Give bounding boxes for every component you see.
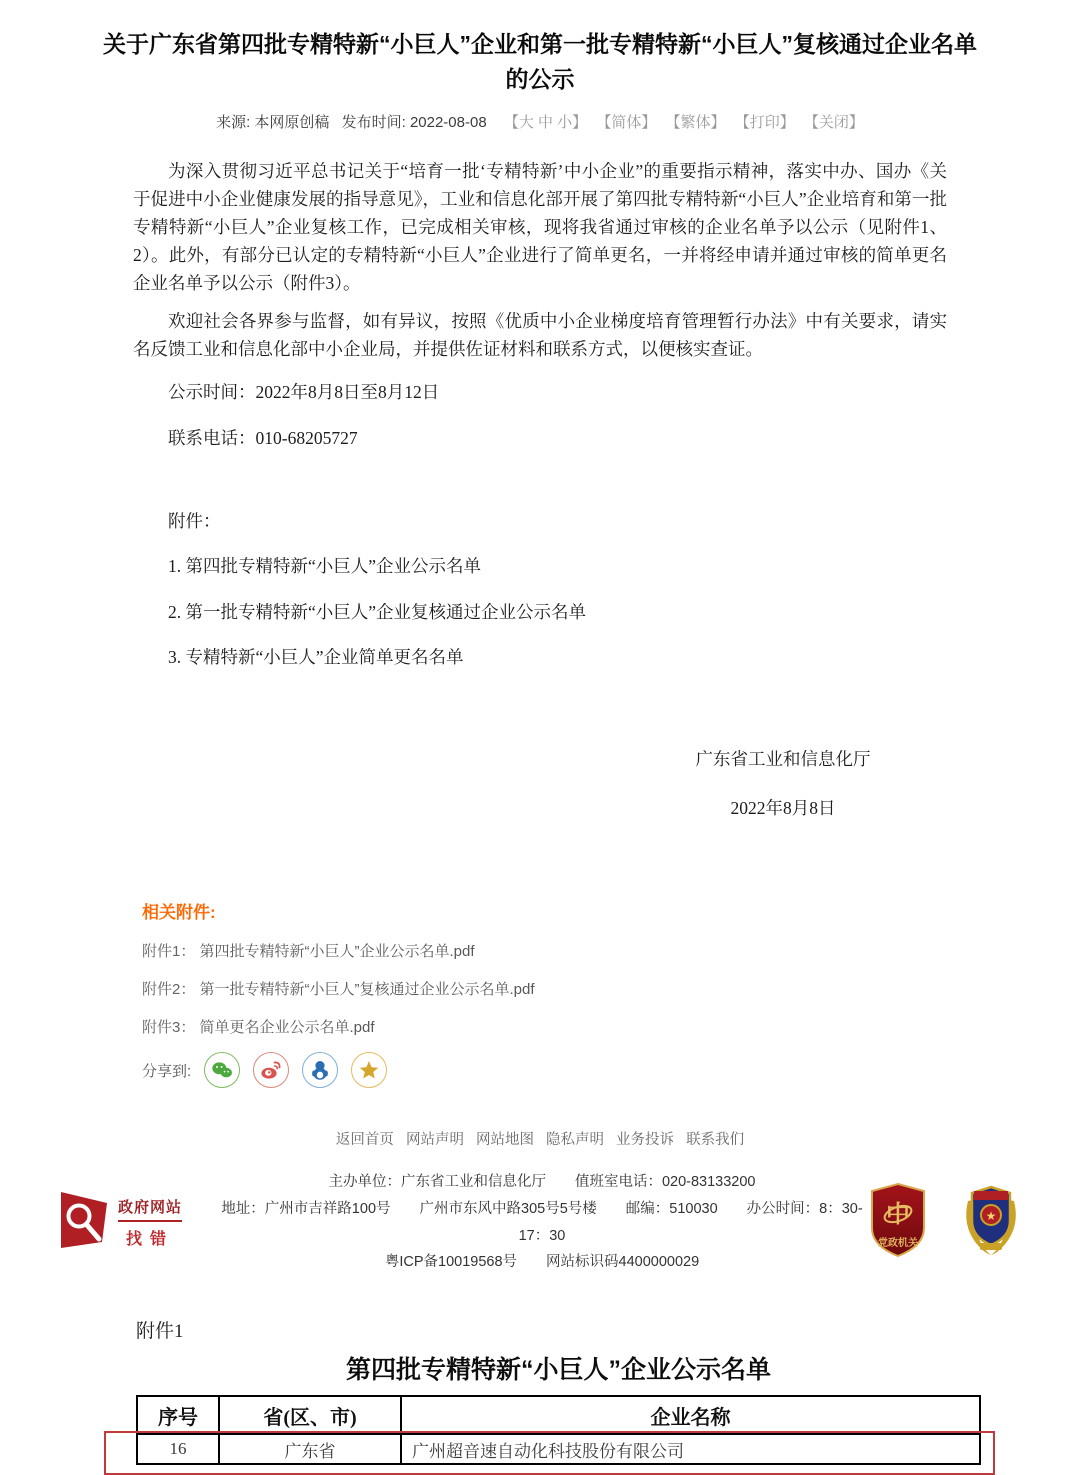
header-company-name: 企业名称 — [401, 1396, 980, 1434]
related-file-link-1[interactable]: 第四批专精特新“小巨人”企业公示名单.pdf — [199, 943, 475, 960]
print-button[interactable]: 【打印】 — [734, 114, 795, 131]
footer-nav — [0, 1128, 1080, 1149]
signature-block — [633, 745, 933, 822]
related-file-label: 附件1： — [142, 943, 196, 960]
magnifier-flag-icon — [58, 1190, 110, 1255]
attachments-label: 附件： — [168, 510, 221, 531]
header-province: 省(区、市) — [219, 1396, 401, 1434]
paragraph-2: 欢迎社会各界参与监督，如有异议，按照《优质中小企业梯度培育管理暂行办法》中有关要求，请实名反馈工业和信息化部中小企业局，并提供佐证材料和联系方式，以便核实查证。 — [133, 311, 947, 359]
close-button[interactable]: 【关闭】 — [803, 114, 864, 131]
related-file-link-2[interactable]: 第一批专精特新“小巨人”复核通过企业公示名单.pdf — [199, 981, 535, 998]
related-file-label: 附件2： — [142, 981, 196, 998]
meta-row — [0, 111, 1080, 132]
table-header-row — [137, 1396, 980, 1434]
footer-link-sitemap[interactable]: 网站地图 — [475, 1132, 534, 1148]
share-qq-button[interactable] — [302, 1052, 338, 1088]
source-value: 本网原创稿 — [254, 114, 330, 131]
related-attachments-heading: 相关附件: — [142, 903, 216, 922]
footer-link-contact[interactable]: 联系我们 — [686, 1132, 745, 1148]
weibo-icon — [259, 1058, 283, 1082]
footer-link-home[interactable]: 返回首页 — [335, 1132, 394, 1148]
footer-icp-line: 粤ICP备10019568号 网站标识码4400000029 — [384, 1254, 700, 1271]
footer-main — [0, 1169, 1080, 1276]
site-footer — [0, 1128, 1080, 1276]
cell-province: 广东省 — [219, 1434, 401, 1464]
police-emblem-badge[interactable] — [960, 1181, 1022, 1264]
share-weibo-button[interactable] — [253, 1052, 289, 1088]
article-body — [133, 157, 947, 822]
wechat-icon — [210, 1058, 234, 1082]
error-badge-line2: 找错 — [126, 1231, 175, 1249]
table-row — [137, 1434, 980, 1464]
issue-date: 2022年8月8日 — [730, 798, 836, 818]
share-qzone-button[interactable] — [351, 1052, 387, 1088]
pubdate-label: 发布时间: — [341, 114, 406, 131]
contact-phone: 联系电话：010-68205727 — [168, 427, 358, 448]
svg-text:中: 中 — [886, 1201, 910, 1229]
gov-badges — [868, 1181, 1022, 1264]
svg-text:党政机关: 党政机关 — [878, 1238, 918, 1250]
attachment-item-1: 1. 第四批专精特新“小巨人”企业公示名单 — [168, 556, 482, 576]
footer-link-statement[interactable]: 网站声明 — [405, 1132, 464, 1148]
related-file-row — [142, 940, 1080, 961]
share-wechat-button[interactable] — [204, 1052, 240, 1088]
paragraph-1: 为深入贯彻习近平总书记关于“培育一批‘专精特新’中小企业”的重要指示精神，落实中办、国办《关于促进中小企业健康发展的指导意见》，工业和信息化部开展了第四批专精特新“小巨人”企业培育和第一批专精特新“小巨人”企业复核工作，已完成相关审核，现将我省通过审核的企业名单予以公示（见附件1、2）。此外，有部分已认定的专精特新“小巨人”企业进行了简单更名，一并将经申请并通过审核的简单更名企业名单予以公示（附件3）。 — [133, 161, 947, 293]
error-badge-line1: 政府网站 — [118, 1196, 182, 1222]
attachment1-preview — [136, 1316, 981, 1465]
pubdate-value: 2022-08-08 — [409, 114, 487, 131]
related-file-row — [142, 1016, 1080, 1037]
attachment1-label: 附件1 — [136, 1321, 184, 1343]
attachment1-table-title: 第四批专精特新“小巨人”企业公示名单 — [345, 1356, 771, 1385]
footer-address-line: 地址：广州市吉祥路100号 广州市东风中路305号5号楼 邮编：510030 办公时间：8：30-17：30 — [221, 1200, 863, 1244]
svg-text:★: ★ — [985, 1209, 997, 1224]
footer-info — [216, 1169, 868, 1276]
publicity-time: 公示时间：2022年8月8日至8月12日 — [168, 382, 440, 402]
party-gov-organ-badge[interactable] — [868, 1182, 928, 1263]
site-error-report-badge[interactable] — [58, 1190, 216, 1255]
attachment-item-2: 2. 第一批专精特新“小巨人”企业复核通过企业公示名单 — [168, 601, 587, 622]
related-file-link-3[interactable]: 简单更名企业公示名单.pdf — [199, 1019, 375, 1036]
font-size-control[interactable]: 【大 中 小】 — [503, 114, 588, 131]
traditional-button[interactable]: 【繁体】 — [665, 114, 726, 131]
share-label: 分享到: — [142, 1062, 192, 1080]
cell-serial-number: 16 — [137, 1434, 219, 1464]
error-badge-text — [118, 1196, 182, 1249]
attachment1-table-wrap — [136, 1395, 981, 1465]
footer-link-complaint[interactable]: 业务投诉 — [616, 1132, 675, 1148]
qzone-star-icon — [357, 1058, 381, 1082]
related-file-row — [142, 978, 1080, 999]
source-label: 来源: — [216, 114, 251, 131]
footer-organizer-line: 主办单位：广东省工业和信息化厅 值班室电话：020-83133200 — [328, 1174, 756, 1190]
page-title: 关于广东省第四批专精特新“小巨人”企业和第一批专精特新“小巨人”复核通过企业名单的公示 — [103, 31, 977, 92]
attachment-item-3: 3. 专精特新“小巨人”企业简单更名名单 — [168, 647, 464, 667]
issuing-authority: 广东省工业和信息化厅 — [695, 749, 871, 769]
cell-company-name: 广州超音速自动化科技股份有限公司 — [401, 1434, 980, 1464]
share-row — [142, 1052, 1080, 1088]
simplified-button[interactable]: 【简体】 — [596, 114, 657, 131]
footer-link-privacy[interactable]: 隐私声明 — [546, 1132, 605, 1148]
attachment1-table — [136, 1395, 981, 1465]
related-attachments-section — [142, 898, 1080, 1088]
qq-icon — [308, 1058, 332, 1082]
related-file-label: 附件3： — [142, 1019, 196, 1036]
header-serial-number: 序号 — [137, 1396, 219, 1434]
